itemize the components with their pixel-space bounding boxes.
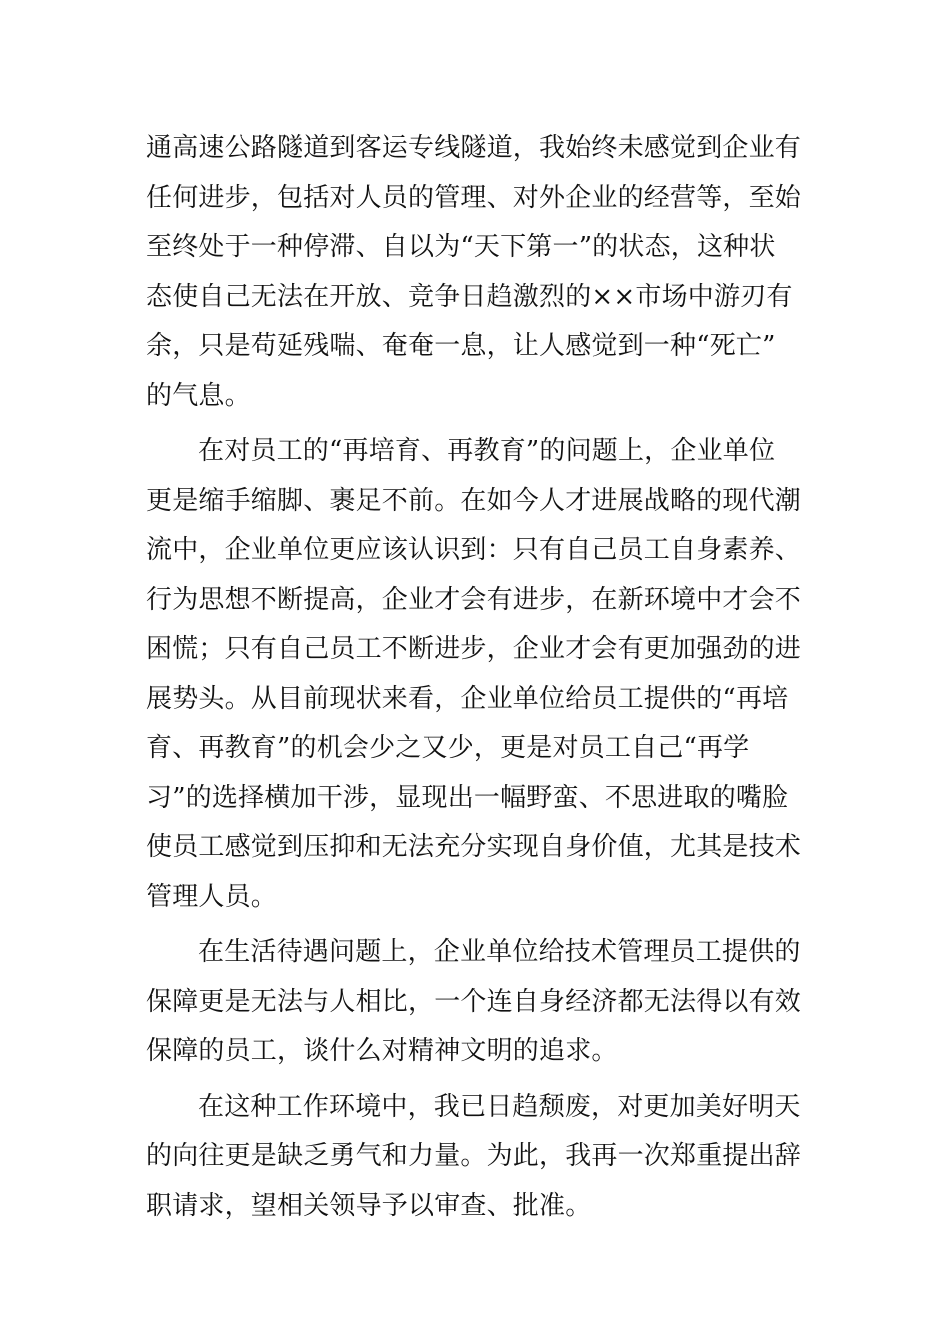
- paragraph-4: [146, 1083, 806, 1232]
- text-line: 在对员工的“再培育、再教育”的问题上，企业单位: [198, 436, 776, 466]
- text-line: 育、再教育”的机会少之又少，更是对员工自己“再学: [146, 733, 750, 763]
- paragraph-3: [146, 928, 806, 1077]
- text-line: 至终处于一种停滞、自以为“天下第一”的状态，这种状: [146, 232, 776, 262]
- text-line: 通高速公路隧道到客运专线隧道，我始终未感觉到企业有: [146, 133, 802, 163]
- text-line: 保障的员工，谈什么对精神文明的追求。: [146, 1036, 618, 1066]
- text-line: 困慌；只有自己员工不断进步，企业才会有更加强劲的进: [146, 634, 802, 664]
- text-line: 的向往更是缺乏勇气和力量。为此，我再一次郑重提出辞: [146, 1141, 802, 1171]
- text-line: 习”的选择横加干涉，显现出一幅野蛮、不思进取的嘴脸: [146, 782, 789, 813]
- paragraph-2: [146, 427, 806, 922]
- text-line: 使员工感觉到压抑和无法充分实现自身价值，尤其是技术: [146, 832, 802, 862]
- text-line: 在生活待遇问题上，企业单位给技术管理员工提供的: [198, 937, 801, 967]
- text-line: 职请求，望相关领导予以审查、批准。: [146, 1190, 592, 1221]
- text-line: 管理人员。: [146, 881, 278, 912]
- text-line: 任何进步，包括对人员的管理、对外企业的经营等，至始: [146, 182, 802, 213]
- text-line: 更是缩手缩脚、裹足不前。在如今人才进展战略的现代潮: [146, 485, 802, 516]
- text-line: 流中，企业单位更应该认识到：只有自己员工自身素养、: [146, 535, 802, 565]
- text-line: 在这种工作环境中，我已日趋颓废，对更加美好明天: [198, 1091, 801, 1122]
- text-line: 行为思想不断提高，企业才会有进步，在新环境中才会不: [146, 584, 802, 615]
- text-line: 的气息。: [146, 380, 251, 411]
- text-line: 态使自己无法在开放、竞争日趋激烈的××市场中游刃有: [146, 281, 793, 312]
- text-line: 展势头。从目前现状来看，企业单位给员工提供的“再培: [146, 683, 789, 714]
- body-text: [146, 124, 806, 1231]
- paragraph-1: [146, 124, 806, 421]
- text-line: 保障更是无法与人相比，一个连自身经济都无法得以有效: [146, 986, 802, 1017]
- text-line: 余，只是苟延残喘、奄奄一息，让人感觉到一种“死亡”: [146, 331, 776, 361]
